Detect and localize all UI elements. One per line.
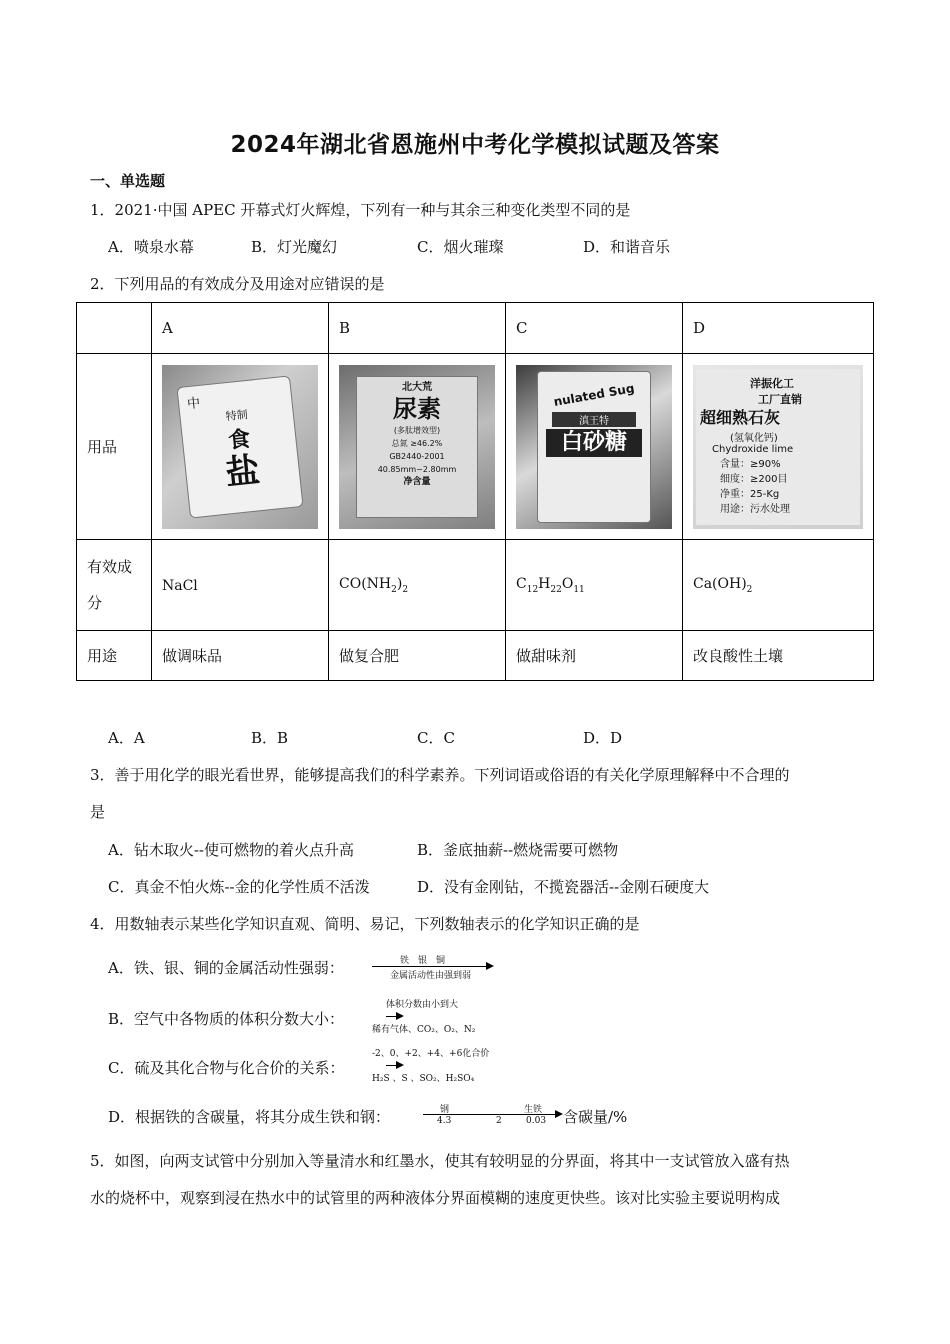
q2-option-c[interactable]: C．C <box>417 729 455 747</box>
q3-option-a[interactable]: A．钻木取火--使可燃物的着火点升高 <box>108 841 354 859</box>
urea-bag-text-2: 尿素 <box>393 394 441 423</box>
q4-d-unit: 含碳量/% <box>563 1108 628 1126</box>
lime-bag-text-4: (氢氧化钙) <box>730 432 778 444</box>
component-c-h-sub: 22 <box>550 584 562 595</box>
lime-bag-text-8: 净重：25-Kg <box>720 488 780 500</box>
urea-bag-text-7: 净含量 <box>403 476 431 487</box>
table-header-d: D <box>683 303 874 354</box>
cell-image-c <box>506 354 683 540</box>
q2-option-b[interactable]: B．B <box>251 729 289 747</box>
component-b <box>329 540 506 631</box>
use-b: 做复合肥 <box>329 631 506 681</box>
question-4-stem: 4．用数轴表示某些化学知识直观、简明、易记，下列数轴表示的化学知识正确的是 <box>90 915 640 933</box>
use-c: 做甜味剂 <box>506 631 683 681</box>
q4-c-axis-bottom: H₂S 、S 、SO₂、H₂SO₄ <box>372 1074 475 1084</box>
salt-bag-text-4: 盐 <box>223 449 262 494</box>
q4-c-axis-line <box>386 1065 396 1066</box>
q4-a-axis-line <box>372 966 486 967</box>
q3-option-d[interactable]: D．没有金刚钻，不揽瓷器活--金刚石硬度大 <box>417 878 710 896</box>
question-5-line2: 水的烧杯中，观察到浸在热水中的试管里的两种液体分界面模糊的速度更快些。该对比实验主要说明构成 <box>90 1189 781 1207</box>
q2-option-d[interactable]: D．D <box>583 729 623 747</box>
row-label-item: 用品 <box>77 354 152 540</box>
use-a: 做调味品 <box>152 631 329 681</box>
q1-option-c[interactable]: C．烟火璀璨 <box>417 238 504 256</box>
sugar-bag-text-3: 白砂糖 <box>546 429 642 457</box>
component-c-o: O <box>561 575 574 592</box>
q4-d-steel-label: 钢 <box>440 1105 450 1115</box>
table-header-c: C <box>506 303 683 354</box>
salt-package-image <box>162 365 318 529</box>
sugar-bag-text-2: 滇王特 <box>552 412 636 427</box>
salt-bag-text-1: 中 <box>186 395 202 412</box>
q3-option-c[interactable]: C．真金不怕火炼--金的化学性质不活泼 <box>108 878 370 896</box>
table-header-b: B <box>329 303 506 354</box>
q4-d-arrow-icon <box>555 1110 563 1118</box>
component-a-text: NaCl <box>162 578 198 594</box>
lime-package-image <box>693 365 863 529</box>
section-heading: 一、单选题 <box>90 172 166 190</box>
q4-option-a[interactable]: A．铁、银、铜的金属活动性强弱： <box>108 959 344 977</box>
lime-bag-text-7: 细度：≥200目 <box>720 473 788 485</box>
table-header-a: A <box>152 303 329 354</box>
q4-a-arrow-icon <box>486 962 494 970</box>
lime-bag-text-1: 洋振化工 <box>750 376 794 390</box>
q4-a-axis-bottom: 金属活动性由强到弱 <box>390 971 472 981</box>
q4-d-axis-line <box>423 1114 555 1115</box>
sugar-bag-text-1: nulated Sug <box>552 380 636 409</box>
q4-b-axis-top: 体积分数由小到大 <box>386 1000 459 1010</box>
question-3-stem-line1: 3．善于用化学的眼光看世界，能够提高我们的科学素养。下列词语或俗语的有关化学原理解释中不合理的 <box>90 766 790 784</box>
component-c-c: C <box>516 575 527 592</box>
product-table <box>76 302 874 681</box>
component-c-o-sub: 11 <box>573 584 585 595</box>
q4-d-num-2: 2 <box>496 1116 502 1126</box>
component-b-sub2: 2 <box>402 584 409 595</box>
q4-c-arrow-icon <box>396 1061 404 1069</box>
urea-bag-text-6: 40.85mm~2.80mm <box>377 464 457 474</box>
urea-bag <box>356 376 478 518</box>
q4-d-pigiron-label: 生铁 <box>524 1105 543 1115</box>
q4-option-b[interactable]: B．空气中各物质的体积分数大小： <box>108 1010 345 1028</box>
component-a <box>152 540 329 631</box>
component-c <box>506 540 683 631</box>
lime-bag-text-6: 含量：≥90% <box>720 458 781 470</box>
table-row-uses <box>77 631 874 681</box>
component-c-c-sub: 12 <box>526 584 539 595</box>
sugar-package-image <box>516 365 672 529</box>
lime-bag-text-2: 工厂直销 <box>758 392 802 406</box>
salt-bag-text-3: 食 <box>227 426 252 454</box>
row-label-component-line2: 分 <box>87 594 103 612</box>
q4-option-d[interactable]: D．根据铁的含碳量，将其分成生铁和钢： <box>108 1108 391 1126</box>
q4-d-num-1: 4.3 <box>437 1116 452 1126</box>
lime-bag-text-3: 超细熟石灰 <box>700 407 781 427</box>
component-d <box>683 540 874 631</box>
use-d: 改良酸性土壤 <box>683 631 874 681</box>
component-d-main: Ca(OH) <box>693 575 747 592</box>
lime-bag-text-5: Chydroxide lime <box>712 443 794 455</box>
q4-b-axis-line <box>386 1016 396 1017</box>
urea-bag-text-4: 总氮 ≥46.2% <box>391 438 443 448</box>
lime-bag-text-9: 用途：污水处理 <box>720 503 790 515</box>
cell-image-d <box>683 354 874 540</box>
cell-image-a <box>152 354 329 540</box>
urea-bag-text-3: (多肽增效型) <box>393 425 441 435</box>
urea-bag-text-1: 北大荒 <box>402 381 432 393</box>
question-5-line1: 5．如图，向两支试管中分别加入等量清水和红墨水，使其有较明显的分界面，将其中一支试管放入盛有热 <box>90 1152 790 1170</box>
q4-a-axis-top: 铁 银 铜 <box>400 956 446 966</box>
question-1-stem: 1．2021·中国 APEC 开幕式灯火辉煌，下列有一种与其余三种变化类型不同的是 <box>90 201 631 219</box>
row-label-use: 用途 <box>77 631 152 681</box>
row-label-component-line1: 有效成 <box>87 558 133 576</box>
table-header-row <box>77 303 874 354</box>
row-label-component <box>77 540 152 631</box>
q1-option-d[interactable]: D．和谐音乐 <box>583 238 671 256</box>
component-b-main: CO(NH <box>339 575 392 592</box>
q1-option-a[interactable]: A．喷泉水幕 <box>108 238 194 256</box>
q3-option-b[interactable]: B．釜底抽薪--燃烧需要可燃物 <box>417 841 619 859</box>
q4-b-axis-bottom: 稀有气体、CO₂、O₂、N₂ <box>372 1025 476 1035</box>
table-row-items <box>77 354 874 540</box>
component-b-close: ) <box>396 575 403 592</box>
urea-bag-text-5: GB2440-2001 <box>389 451 445 461</box>
sugar-bag <box>537 371 651 523</box>
component-c-h: H <box>538 575 551 592</box>
table-row-components <box>77 540 874 631</box>
question-2-stem: 2．下列用品的有效成分及用途对应错误的是 <box>90 275 385 293</box>
q4-option-c[interactable]: C．硫及其化合物与化合价的关系： <box>108 1059 345 1077</box>
q1-option-b[interactable]: B．灯光魔幻 <box>251 238 338 256</box>
page-title: 2024年湖北省恩施州中考化学模拟试题及答案 <box>230 132 720 158</box>
salt-bag <box>176 375 303 518</box>
q4-b-arrow-icon <box>396 1012 404 1020</box>
q4-d-num-3: 0.03 <box>526 1116 547 1126</box>
component-d-sub: 2 <box>746 584 753 595</box>
urea-package-image <box>339 365 495 529</box>
table-header-empty <box>77 303 152 354</box>
question-3-stem-line2: 是 <box>90 803 106 821</box>
salt-bag-text-2: 特制 <box>225 407 249 423</box>
component-b-sub: 2 <box>391 584 397 595</box>
cell-image-b <box>329 354 506 540</box>
q4-c-axis-top: -2、0、+2、+4、+6化合价 <box>372 1049 490 1059</box>
lime-bag <box>696 369 860 525</box>
q2-option-a[interactable]: A．A <box>108 729 145 747</box>
